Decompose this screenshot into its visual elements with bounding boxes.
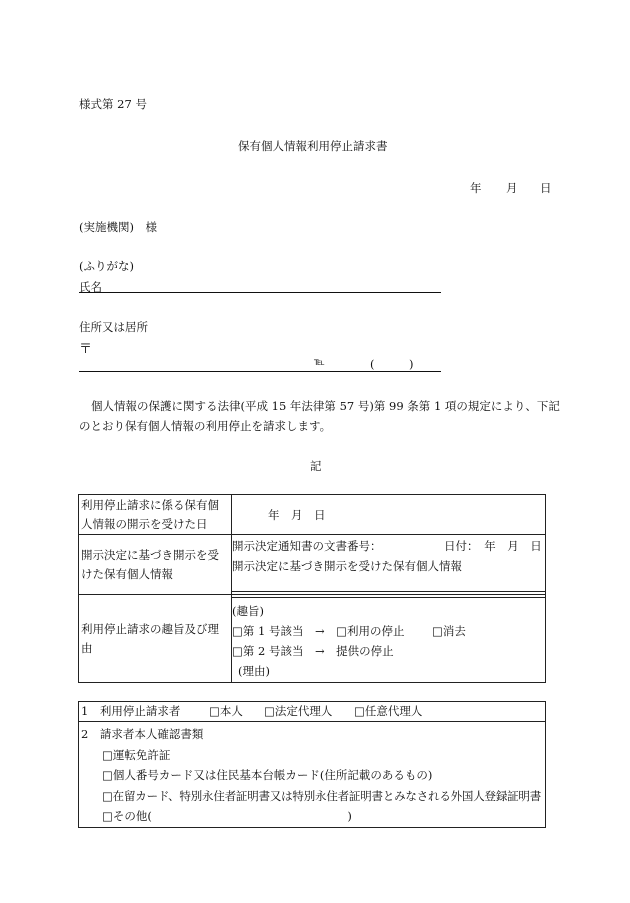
postal-mark: 〒 xyxy=(79,342,93,357)
option-2-checkbox[interactable]: □第 2 号該当 → 提供の停止 xyxy=(232,644,394,658)
purpose-label-1: 利用停止請求の趣旨及び理 xyxy=(81,621,219,636)
name-underline xyxy=(79,292,441,293)
documents-cell xyxy=(79,722,546,828)
furigana-label: (ふりがな) xyxy=(79,259,134,273)
requester-table xyxy=(78,701,546,828)
ki-heading: 記 xyxy=(310,459,322,473)
notice-date-label: 日付： 年 月 日 xyxy=(444,539,542,553)
disclosed-info-text: 開示決定に基づき開示を受けた保有個人情報 xyxy=(232,559,462,573)
body-line-1: 個人情報の保護に関する法律(平成 15 年法律第 57 号)第 99 条第 1 項の規定により、下記 xyxy=(91,399,560,413)
date-year: 年 xyxy=(470,181,482,195)
doc-my-number-card[interactable]: □個人番号カード又は住民基本台帳カード(住所記載のあるもの) xyxy=(102,768,433,782)
disclosed-info-label-2: けた保有個人情報 xyxy=(81,566,173,581)
body-line-2: のとおり保有個人情報の利用停止を請求します。 xyxy=(79,419,332,433)
erase-checkbox[interactable]: □消去 xyxy=(432,624,466,638)
disclosed-info-value-cell xyxy=(232,535,546,595)
requester-label: 1 利用停止請求者 xyxy=(81,704,181,718)
recipient: (実施機関) 様 xyxy=(79,220,157,234)
disclosure-date-label-2: 人情報の開示を受けた日 xyxy=(81,516,208,531)
tel-parens: ( ) xyxy=(370,357,414,371)
page-title: 保有個人情報利用停止請求書 xyxy=(238,139,388,153)
disclosure-date-value: 年 月 日 xyxy=(268,507,326,522)
address-label: 住所又は居所 xyxy=(79,320,148,334)
purpose-label-2: 由 xyxy=(81,640,93,655)
requester-row xyxy=(79,702,546,722)
date-month: 月 xyxy=(506,181,518,195)
disclosed-info-label-cell xyxy=(79,535,232,595)
disclosure-date-label-cell xyxy=(79,495,232,535)
table-row xyxy=(79,535,546,595)
reason-heading: (理由) xyxy=(238,664,270,678)
name-label: 氏名 xyxy=(79,280,102,294)
disclosure-date-value-cell xyxy=(232,495,546,535)
purpose-heading: (趣旨) xyxy=(232,604,264,618)
inner-divider xyxy=(232,591,545,592)
table-row xyxy=(79,722,546,828)
form-number: 様式第 27 号 xyxy=(79,97,147,111)
self-checkbox[interactable]: □本人 xyxy=(209,704,243,718)
purpose-value-cell xyxy=(232,595,546,683)
documents-label: 2 請求者本人確認書類 xyxy=(81,727,204,741)
disclosure-date-label-1: 利用停止請求に係る保有個 xyxy=(81,497,219,512)
table-row xyxy=(79,495,546,535)
purpose-label-cell xyxy=(79,595,232,683)
date-day: 日 xyxy=(540,181,552,195)
voluntary-rep-checkbox[interactable]: □任意代理人 xyxy=(354,704,423,718)
disclosed-info-label-1: 開示決定に基づき開示を受 xyxy=(81,547,219,562)
table-row xyxy=(79,595,546,683)
inner-divider xyxy=(232,597,545,598)
request-detail-table xyxy=(78,494,546,683)
doc-residence-card[interactable]: □在留カード、特別永住者証明書又は特別永住者証明書とみなされる外国人登録証明書 xyxy=(102,788,542,803)
table-row xyxy=(79,702,546,722)
option-1-checkbox[interactable]: □第 1 号該当 → □利用の停止 xyxy=(232,624,405,638)
address-underline xyxy=(79,371,441,372)
tel-label: ℡ xyxy=(314,357,325,368)
legal-rep-checkbox[interactable]: □法定代理人 xyxy=(264,704,333,718)
doc-drivers-license[interactable]: □運転免許証 xyxy=(102,747,171,762)
doc-other[interactable]: □その他( ) xyxy=(102,809,352,823)
notice-number-label: 開示決定通知書の文書番号： xyxy=(232,539,382,553)
